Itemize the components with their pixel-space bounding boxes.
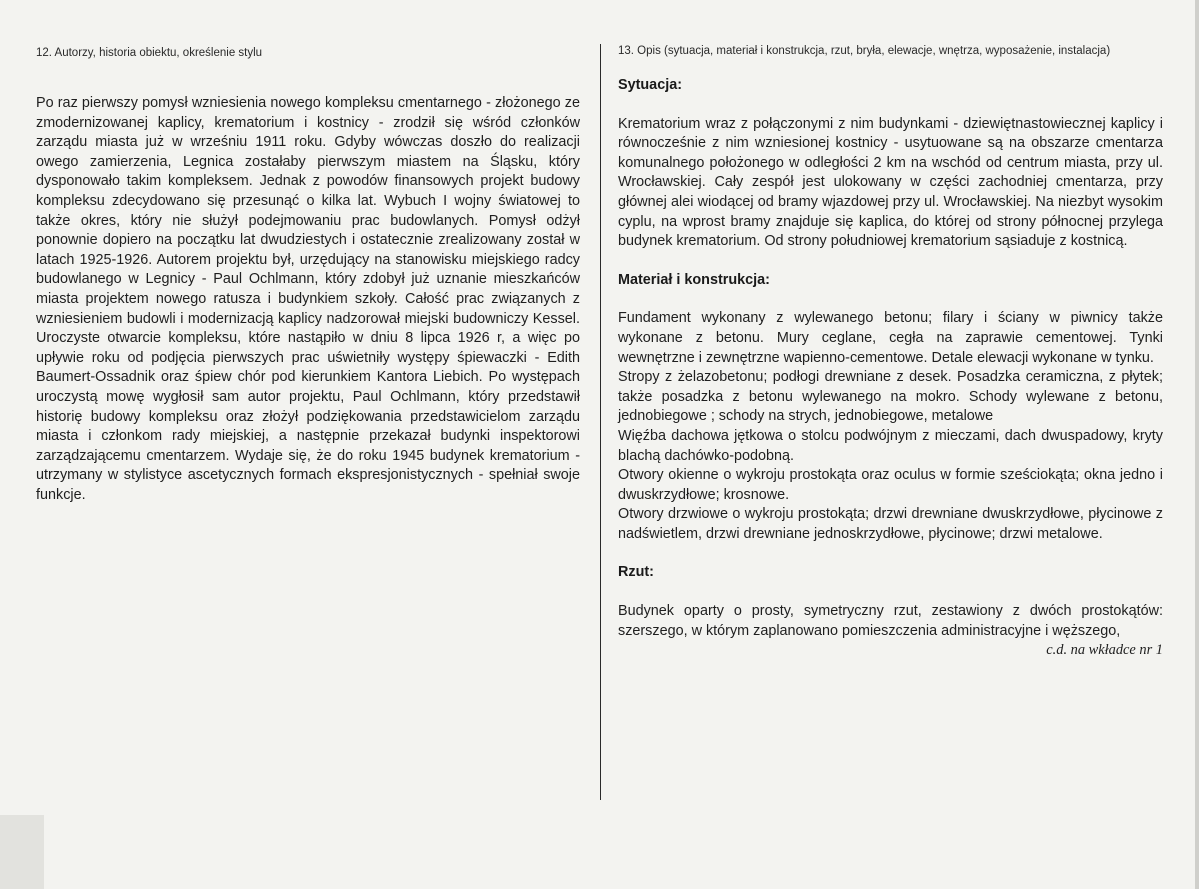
scan-margin (0, 815, 44, 889)
history-text: Po raz pierwszy pomysł wzniesienia nowego kompleksu cmentarnego - złożonego ze zmodernizowanej kaplicy, krematorium i kostnicy - zrodził się wśród członków zarządu miasta już w wrześniu 1911 roku. Gdyby wówczas doszło do realizacji owego zamierzenia, Legnica zostałaby pierwszym miastem na Śląsku, który dysponowało takim kompleksem. Jednak z powodów finansowych projekt budowy kompleksu zdecydowano się przesunąć o kilka lat. Wybuch I wojny światowej to także okres, który nie służył podejmowaniu prac budowlanych. Pomysł odżył ponownie dopiero na początku lat dwudziestych i ostatecznie zrealizowany został w latach 1925-1926. Autorem projektu był, urzędujący na stanowisku miejskiego radcy budowlanego w Legnicy - Paul Ochlmann, który zdobył już uznanie mieszkańców miasta projektem nowego ratusza i budynkiem szkoły. Całość prac związanych z wzniesieniem budowli i modernizacją kaplicy nadzorował miejski budowniczy Kessel. Uroczyste otwarcie kompleksu, które nastąpiło w dniu 8 lipca 1926 r, a więc po upływie roku od podjęcia pierwszych prac uświetniły występy śpiewaczki - Edith Baumert-Ossadnik oraz śpiew chór pod kierunkiem Kantora Liebich. Po występach uroczystą mowę wygłosił sam autor projektu, Paul Ochlmann, który przedstawił historię budowy kompleksu oraz złożył podziękowania przedstawicielom zarządu miasta i członkom rady miejskiej, a następnie przekazał budynki inspektorowi zarządzającemu cmentarzem. Wydaje się, że do roku 1945 budynek krematorium - utrzymany w stylistyce ascetycznych formach ekspresjonistycznych - spełniał swoje funkcje. (36, 95, 580, 503)
section-text-material (618, 309, 1163, 544)
paragraph: Fundament wykonany z wylewanego betonu; filary i ściany w piwnicy także wykonane z betonu. Mury ceglane, cegła na zaprawie cementowej. Tynki wewnętrzne i zewnętrzne wapienno-cementowe. Detale elewacji wykonane w tynku. (618, 310, 1163, 366)
paragraph: Krematorium wraz z połączonymi z nim budynkami - dziewiętnastowiecznej kaplicy i równocześnie z nim wzniesionej kostnicy - usytuowane są na obszarze cmentarza komunalnego położonego w odległości 2 km na wschód od centrum miasta, przy ul. Wrocławskiej. Cały zespół jest ulokowany w części zachodniej cmentarza, przy głównej alei wiodącej od bramy wjazdowej przy ul. Wrocławskiej. Na niezbyt wysokim cyplu, na wprost bramy znajduje się kaplica, do której od strony północnej przylega budynek krematorium. Od strony południowej krematorium sąsiaduje z kostnicą. (618, 115, 1163, 250)
section-heading-sytuacja: Sytuacja: (618, 77, 682, 93)
paragraph: Otwory drzwiowe o wykroju prostokąta; drzwi drewniane dwuskrzydłowe, płycinowe z nadświetlem, drzwi drewniane jednoskrzydłowe, płycinowe; drzwi metalowe. (618, 506, 1163, 542)
paragraph: Otwory okienne o wykroju prostokąta oraz oculus w formie sześciokąta; okna jedno i dwuskrzydłowe; krosnowe. (618, 467, 1163, 503)
paragraph: Stropy z żelazobetonu; podłogi drewniane z desek. Posadzka ceramiczna, z płytek; także posadzka z betonu wylewanego na mokro. Schody wylewane z betonu, jednobiegowe ; schody na strych, jednobiegowe, metalowe (618, 369, 1163, 425)
left-column (36, 44, 580, 505)
column-divider (600, 44, 601, 800)
page-edge (1195, 0, 1199, 889)
section-heading-rzut: Rzut: (618, 564, 654, 581)
section-heading-material: Materiał i konstrukcja: (618, 271, 770, 288)
right-column (618, 44, 1163, 661)
section-text-rzut (618, 602, 1163, 641)
continuation-note: c.d. na wkładce nr 1 (1046, 642, 1163, 659)
section-text-sytuacja (618, 115, 1163, 252)
paragraph: Więźba dachowa jętkowa o stolcu podwójnym z mieczami, dach dwuspadowy, kryty blachą dachówko-podobną. (618, 427, 1163, 464)
field-13-header: 13. Opis (sytuacja, materiał i konstrukcja, rzut, bryła, elewacje, wnętrza, wyposażenie, instalacja) (618, 45, 1111, 57)
field-12-header: 12. Autorzy, historia obiektu, określenie stylu (36, 47, 263, 59)
paragraph: Budynek oparty o prosty, symetryczny rzut, zestawiony z dwóch prostokątów: szerszego, w którym zaplanowano pomieszczenia administracyjne i węższego, (618, 603, 1163, 639)
